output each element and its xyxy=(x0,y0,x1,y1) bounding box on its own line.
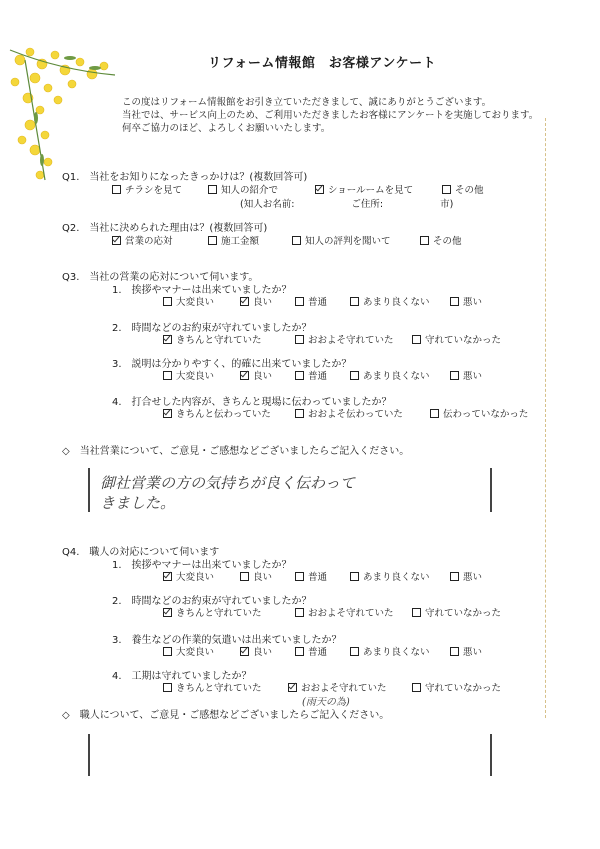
checkbox[interactable] xyxy=(163,683,172,692)
checkbox[interactable] xyxy=(208,185,217,194)
q3-3-option-3[interactable]: 普通 xyxy=(295,368,327,382)
q3-4-option-1[interactable]: きちんと伝わっていた xyxy=(163,406,271,420)
q2-option-1[interactable]: 営業の応対 xyxy=(112,233,173,247)
q4-item-1-label: 1. 挨拶やマナーは出来ていましたか？ xyxy=(112,560,292,571)
checkbox[interactable] xyxy=(295,335,304,344)
q3-1-option-2[interactable]: 良い xyxy=(240,294,272,308)
q4-1-option-5[interactable]: 悪い xyxy=(450,569,482,583)
q3-3-option-4[interactable]: あまり良くない xyxy=(350,368,430,382)
checkbox[interactable] xyxy=(295,371,304,380)
q3-3-option-1[interactable]: 大変良い xyxy=(163,368,214,382)
checkbox[interactable] xyxy=(412,335,421,344)
checkbox-checked[interactable] xyxy=(163,335,172,344)
checkbox[interactable] xyxy=(442,185,451,194)
checkbox[interactable] xyxy=(350,371,359,380)
checkbox[interactable] xyxy=(163,647,172,656)
checkbox[interactable] xyxy=(450,371,459,380)
checkbox-checked[interactable] xyxy=(240,297,249,306)
checkbox-checked[interactable] xyxy=(240,647,249,656)
mimosa-decoration xyxy=(0,0,120,185)
checkbox[interactable] xyxy=(450,647,459,656)
checkbox-checked[interactable] xyxy=(240,371,249,380)
q3-2-option-3[interactable]: 守れていなかった xyxy=(412,332,501,346)
q4-1-option-1[interactable]: 大変良い xyxy=(163,569,214,583)
q3-1-option-4[interactable]: あまり良くない xyxy=(350,294,430,308)
q2-option-3[interactable]: 知人の評判を聞いて xyxy=(292,233,391,247)
comment1-line-2: きました。 xyxy=(100,494,176,512)
q4-3-option-1[interactable]: 大変良い xyxy=(163,644,214,658)
q4-3-option-4[interactable]: あまり良くない xyxy=(350,644,430,658)
q3-item-1-label: 1. 挨拶やマナーは出来ていましたか？ xyxy=(112,285,292,296)
q3-4-option-2[interactable]: おおよそ伝わっていた xyxy=(295,406,403,420)
q4-1-option-4[interactable]: あまり良くない xyxy=(350,569,430,583)
checkbox[interactable] xyxy=(240,572,249,581)
q3-1-option-3[interactable]: 普通 xyxy=(295,294,327,308)
q4-3-option-2[interactable]: 良い xyxy=(240,644,272,658)
q3-3-option-2[interactable]: 良い xyxy=(240,368,272,382)
q1-option-2[interactable]: 知人の紹介で xyxy=(208,182,278,196)
q4-label: Q4. 職人の対応について伺います xyxy=(62,547,220,558)
q1-acquaintance-info: (知人お名前: ご住所: 市) xyxy=(240,199,454,210)
page-title: リフォーム情報館 お客様アンケート xyxy=(208,56,437,71)
q4-1-option-2[interactable]: 良い xyxy=(240,569,272,583)
q4-3-option-5[interactable]: 悪い xyxy=(450,644,482,658)
checkbox[interactable] xyxy=(163,297,172,306)
checkbox[interactable] xyxy=(295,647,304,656)
q1-label: Q1. 当社をお知りになったきっかけは？(複数回答可) xyxy=(62,172,308,183)
q4-item-4-label: 4. 工期は守れていましたか？ xyxy=(112,671,252,682)
checkbox[interactable] xyxy=(112,185,121,194)
q2-option-2[interactable]: 施工金額 xyxy=(208,233,259,247)
checkbox[interactable] xyxy=(420,236,429,245)
checkbox[interactable] xyxy=(350,647,359,656)
checkbox[interactable] xyxy=(350,572,359,581)
checkbox[interactable] xyxy=(295,608,304,617)
q4-2-option-1[interactable]: きちんと守れていた xyxy=(163,605,262,619)
intro-text: この度はリフォーム情報館をお引き立ていただきまして、誠にありがとうございます。 当社では、サービス向上のため、ご利用いただきましたお客様にアンケートを実施しております。 何卒ご協力のほど、よろしくお願いいたします。 xyxy=(122,97,539,134)
q4-3-option-3[interactable]: 普通 xyxy=(295,644,327,658)
checkbox[interactable] xyxy=(208,236,217,245)
q4-4-option-1[interactable]: きちんと守れていた xyxy=(163,680,262,694)
checkbox[interactable] xyxy=(295,409,304,418)
checkbox[interactable] xyxy=(430,409,439,418)
checkbox[interactable] xyxy=(412,608,421,617)
checkbox[interactable] xyxy=(292,236,301,245)
checkbox-checked[interactable] xyxy=(163,608,172,617)
q4-2-option-2[interactable]: おおよそ守れていた xyxy=(295,605,394,619)
checkbox[interactable] xyxy=(295,572,304,581)
checkbox-checked[interactable] xyxy=(163,409,172,418)
q1-option-3[interactable]: ショールームを見て xyxy=(315,182,413,196)
comment1-label: ◇ 当社営業について、ご意見・ご感想などございましたらご記入ください。 xyxy=(62,446,410,457)
checkbox[interactable] xyxy=(163,371,172,380)
q4-2-option-3[interactable]: 守れていなかった xyxy=(412,605,501,619)
q3-label: Q3. 当社の営業の応対について伺います。 xyxy=(62,272,259,283)
q4-handwritten-annotation: (雨天の為) xyxy=(302,697,350,708)
checkbox-checked[interactable] xyxy=(288,683,297,692)
checkbox[interactable] xyxy=(295,297,304,306)
checkbox[interactable] xyxy=(412,683,421,692)
comment1-line-1: 御社営業の方の気持ちが良く伝わって xyxy=(100,474,355,492)
checkbox-checked[interactable] xyxy=(315,185,324,194)
checkbox[interactable] xyxy=(450,297,459,306)
checkbox[interactable] xyxy=(350,297,359,306)
q4-4-option-2[interactable]: おおよそ守れていた xyxy=(288,680,387,694)
comment2-box[interactable] xyxy=(88,734,492,776)
q3-item-2-label: 2. 時間などのお約束が守れていましたか？ xyxy=(112,323,312,334)
comment1-box[interactable] xyxy=(88,468,492,512)
q3-1-option-1[interactable]: 大変良い xyxy=(163,294,214,308)
dotted-border-line xyxy=(545,118,546,718)
q2-label: Q2. 当社に決められた理由は？(複数回答可) xyxy=(62,223,268,234)
q3-2-option-1[interactable]: きちんと守れていた xyxy=(163,332,262,346)
q3-item-3-label: 3. 説明は分かりやすく、的確に出来ていましたか？ xyxy=(112,359,352,370)
q3-1-option-5[interactable]: 悪い xyxy=(450,294,482,308)
q3-3-option-5[interactable]: 悪い xyxy=(450,368,482,382)
checkbox[interactable] xyxy=(450,572,459,581)
checkbox-checked[interactable] xyxy=(163,572,172,581)
q3-4-option-3[interactable]: 伝わっていなかった xyxy=(430,406,528,420)
q4-item-3-label: 3. 養生などの作業的気遣いは出来ていましたか？ xyxy=(112,635,342,646)
comment2-label: ◇ 職人について、ご意見・ご感想などございましたらご記入ください。 xyxy=(62,710,390,721)
q3-2-option-2[interactable]: おおよそ守れていた xyxy=(295,332,394,346)
q4-1-option-3[interactable]: 普通 xyxy=(295,569,327,583)
q3-item-4-label: 4. 打合せした内容が、きちんと現場に伝わっていましたか？ xyxy=(112,397,392,408)
q1-option-4[interactable]: その他 xyxy=(442,182,484,196)
q4-4-option-3[interactable]: 守れていなかった xyxy=(412,680,501,694)
q4-item-2-label: 2. 時間などのお約束が守れていましたか？ xyxy=(112,596,312,607)
q2-option-4[interactable]: その他 xyxy=(420,233,462,247)
q1-option-1[interactable]: チラシを見て xyxy=(112,182,182,196)
checkbox-checked[interactable] xyxy=(112,236,121,245)
